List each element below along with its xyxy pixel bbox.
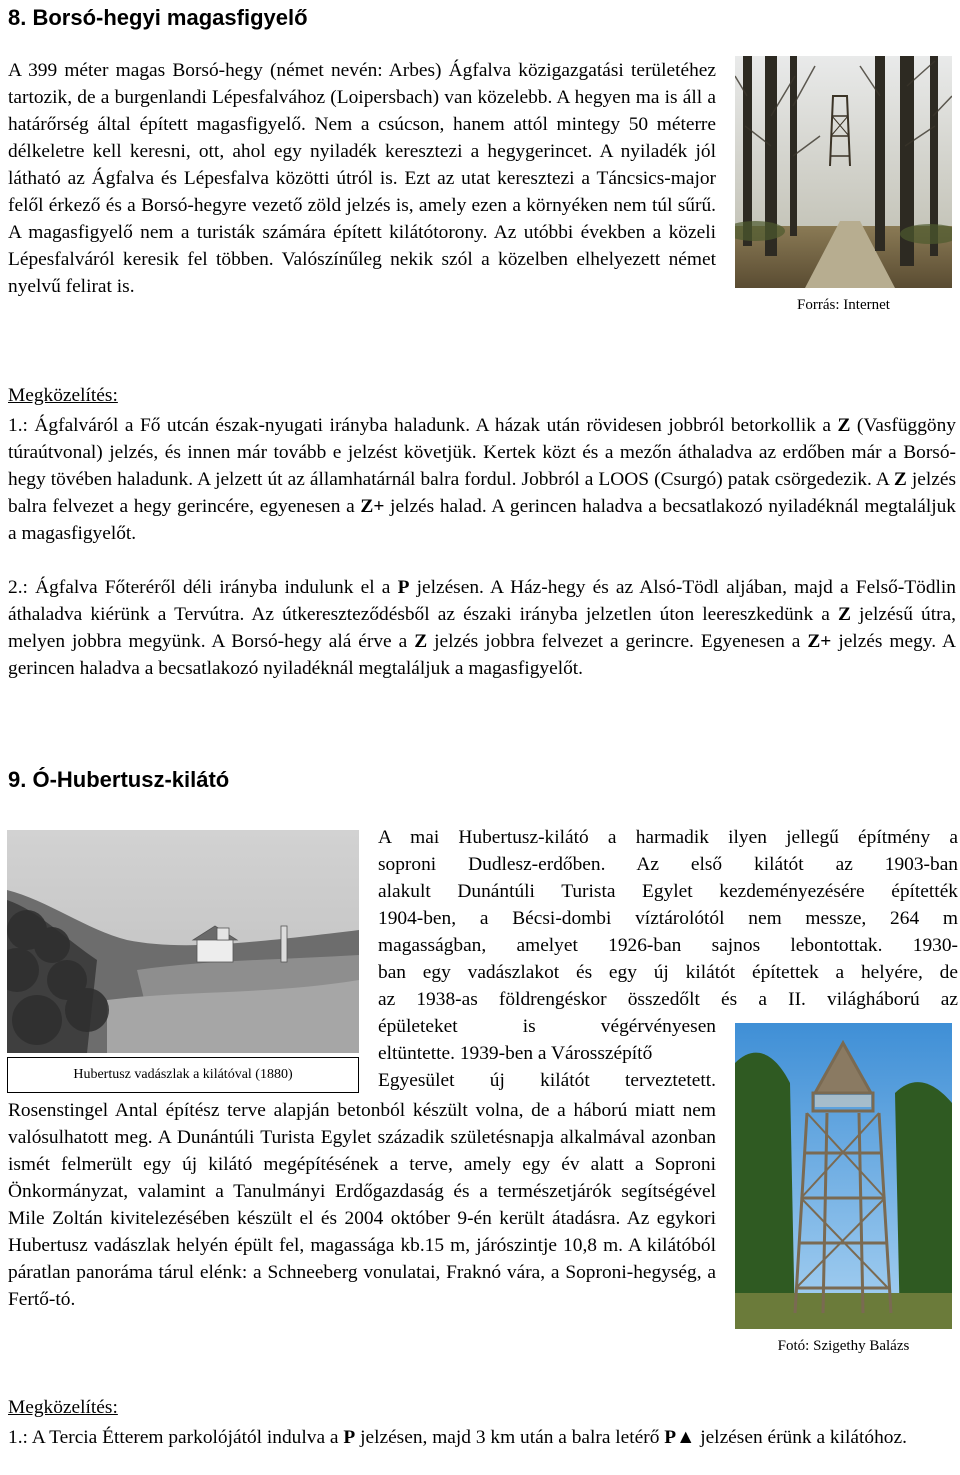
body-line: Egyesület új kilátót terveztetett.	[378, 1070, 716, 1091]
old-lodge-caption-box	[7, 1057, 359, 1093]
hubertus-tower-photo	[735, 1023, 952, 1329]
forest-tower-photo	[735, 56, 952, 288]
section-9-approach-heading: Megközelítés:	[8, 1397, 118, 1418]
body-line: alakult Dunántúli Turista Egylet kezdeményezésére építették	[378, 881, 958, 902]
section-8-route-1: 1.: Ágfalváról a Fő utcán észak-nyugati irányba haladunk. A házak után rövidesen jobbról betorkollik a Z (Vasfüggöny túraútvonal) jelzés, és innen már tovább e jelzést követjük. Kertek közt és a mezőn áthaladva az erdőben már a Borsó-hegy tövében haladunk. A jelzett út az államhatárnál balra fordul. Jobbról a LOOS (Csurgó) patak csörgedezik. A Z jelzés balra felvezet a hegy gerincére, egyenesen a Z+ jelzés halad. A gerincen haladva a becsatlakozó nyiladéknál megtaláljuk a magasfigyelőt.	[8, 415, 957, 544]
old-lodge-caption: Hubertusz vadászlak a kilátóval (1880)	[73, 1067, 293, 1082]
forest-photo-caption: Forrás: Internet	[797, 297, 890, 313]
section-8-title: 8. Borsó-hegyi magasfigyelő	[8, 5, 308, 30]
body-line: 1904-ben, a Bécsi-dombi víztárolótól nem messze, 264 m	[378, 908, 958, 929]
body-line: épületeket is végérvényesen	[378, 1016, 716, 1037]
body-line: ban egy vadászlakot és egy új kilátót építettek a helyére, de	[378, 962, 958, 983]
section-9-route-1: 1.: A Tercia Étterem parkolójától indulva a P jelzésen, majd 3 km után a balra letérő P▲ jelzésen érünk a kilátóhoz.	[8, 1427, 907, 1448]
section-8-approach-heading: Megközelítés:	[8, 385, 118, 406]
section-8-route-2: 2.: Ágfalva Főteréről déli irányba indulunk el a P jelzésen. A Ház-hegy és az Alsó-Tödl aljában, majd a Felső-Tödlin áthaladva kiérünk a Tervútra. Az útkereszteződésből az északi irányba jelzetlen úton leereszkedünk a Z jelzésű útra, melyen jobbra megyünk. A Borsó-hegy alá érve a Z jelzés jobbra felvezet a gerincre. Egyenesen a Z+ jelzés megy. A gerincen haladva a becsatlakozó nyiladéknál megtaláljuk a magasfigyelőt.	[8, 577, 956, 679]
body-line: magasságban, amelyet 1926-ban sajnos lebontottak. 1930-	[378, 935, 958, 956]
body-line: az 1938-as földrengéskor összedőlt és a II. világháború az	[378, 989, 958, 1010]
body-line: A mai Hubertusz-kilátó a harmadik ilyen jellegű építmény a	[378, 827, 958, 848]
body-line: eltüntette. 1939-ben a Városszépítő	[378, 1043, 653, 1064]
section-9-title: 9. Ó-Hubertusz-kilátó	[8, 767, 230, 792]
section-8-intro: A 399 méter magas Borsó-hegy (német nevén: Arbes) Ágfalva közigazgatási területéhez tartozik, de a burgenlandi Lépesfalvához (Loipersbach) van közelebb. A hegyen ma is áll a határőrség által épített magasfigyelő. Nem a csúcson, hanem attól mintegy 50 méterre délkeletre kell keresni, ott, ahol egy nyiladék keresztezi a hegygerincet. A nyiladék jól látható az Ágfalva és Lépesfalva közötti útról is. Ezt az utat keresztezi a Táncsics-major felől érkező és a Borsó-hegyre vezető zöld jelzés is, amely ezen a környéken nem túl sűrű. A magasfigyelő nem a turisták számára épített kilátótorony. Az utóbbi években a közeli Lépesfalváról keresik fel többen. Valószínűleg nekik szól a közelben elhelyezett német nyelvű felirat is.	[8, 60, 716, 297]
old-lodge-photo	[7, 830, 359, 1053]
tower-photo-caption: Fotó: Szigethy Balázs	[777, 1338, 910, 1354]
body-line: soproni Dudlesz-erdőben. Az első kilátót az 1903-ban	[378, 854, 958, 875]
section-9-body: Rosenstingel Antal építész terve alapján betonból készült volna, de a háború miatt nem valósulhatott meg. A Dunántúli Turista Egylet századik születésnapja alkalmával azonban ismét felmerült egy új kilátó megépítésének a terve, amely egy év alatt a Soproni Önkormányzat, valamint a Tanulmányi Erdőgazdaság és a természetjárók segítségével Mile Zoltán kivitelezésében készült el és 2004 október 9-én került átadásra. Az egykori Hubertusz vadászlak helyén épült fel, magassága kb.15 m, járószintje 10,8 m. A kilátóból páratlan panoráma tárul elénk: a Schneeberg vonulatai, Fraknó vára, a Soproni-hegység, a Fertő-tó.	[8, 1100, 716, 1310]
